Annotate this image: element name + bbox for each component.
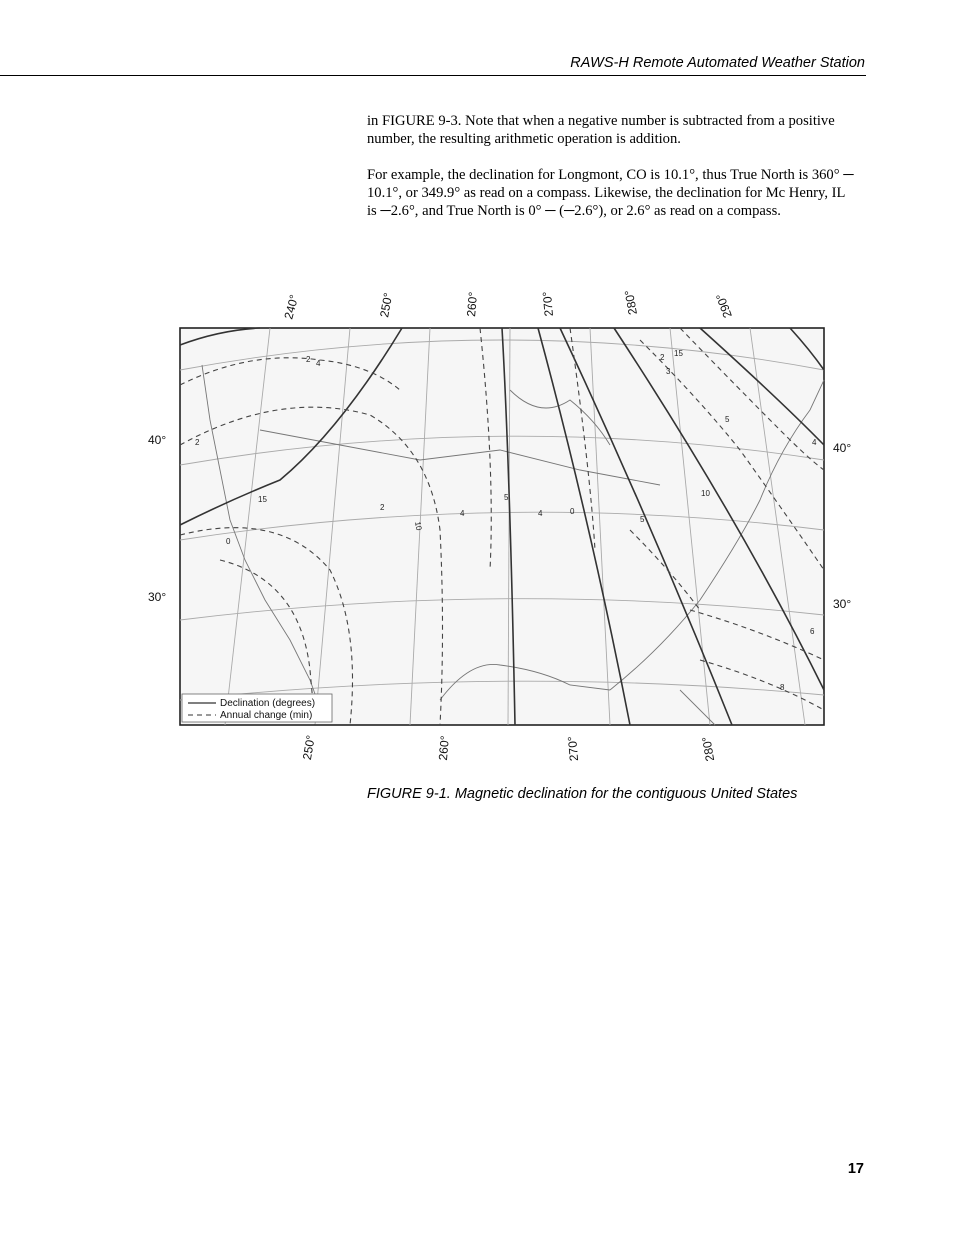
paragraph-declination-example: For example, the declination for Longmont, CO is 10.1°, thus True North is 360° ─ 10.1°, or 349.9° as read on a compass. Likewise, the declination for Mc Henry, IL is ─2.6°, and True North is 0° ─ (─2.6°), or 2.6° as read on a compass.: [367, 167, 854, 219]
longitude-label: 280°: [621, 289, 640, 316]
contour-label: 15: [674, 349, 683, 358]
contour-label: 5: [725, 415, 730, 424]
longitude-label: 260°: [464, 291, 481, 318]
longitude-label: 280°: [699, 735, 718, 763]
longitude-label: 250°: [299, 734, 318, 761]
contour-label: 8: [780, 683, 785, 692]
latitude-label-left: 30°: [148, 590, 167, 604]
declination-map-figure: [140, 270, 860, 770]
page-number: 17: [847, 1161, 864, 1177]
contour-label: 4: [316, 359, 321, 368]
longitude-label: 260°: [435, 735, 452, 761]
contour-label: 2: [660, 353, 665, 362]
contour-label: 4: [460, 509, 465, 518]
contour-label: 0: [226, 537, 231, 546]
latitude-label-right: 30°: [833, 597, 852, 611]
longitude-label: 270°: [565, 735, 582, 762]
figure-caption: FIGURE 9-1. Magnetic declination for the contiguous United States: [367, 786, 798, 802]
contour-label: 6: [810, 627, 815, 636]
contour-label: 4: [812, 438, 817, 447]
longitude-label: 250°: [377, 291, 396, 319]
map-legend: [182, 694, 332, 722]
contour-label: 2: [195, 438, 200, 447]
latitude-label-right: 40°: [833, 441, 852, 455]
longitude-label: 290°: [713, 291, 735, 320]
contour-label: 10: [413, 520, 424, 532]
contour-label: 15: [258, 495, 267, 504]
declination-map: [140, 270, 860, 770]
longitude-labels-bottom: [300, 734, 717, 762]
contour-label: 2: [306, 355, 311, 364]
contour-label: 5: [640, 515, 645, 524]
longitude-label: 240°: [281, 293, 302, 321]
contour-label: 4: [538, 509, 543, 518]
longitude-labels-top: [281, 289, 734, 321]
running-header-title: RAWS-H Remote Automated Weather Station: [570, 55, 865, 71]
latitude-label-left: 40°: [148, 433, 167, 447]
contour-label: 3: [666, 367, 671, 376]
header-rule: [0, 75, 866, 76]
contour-label: 5: [504, 493, 509, 502]
legend-declination: Declination (degrees): [220, 698, 316, 709]
legend-annual-change: Annual change (min): [220, 710, 313, 721]
paragraph-subtraction-note: in FIGURE 9-3. Note that when a negative number is subtracted from a positive number, the resulting arithmetic operation is addition.: [367, 113, 835, 147]
contour-label: 2: [380, 503, 385, 512]
contour-label: 10: [701, 489, 710, 498]
contour-label: 0: [570, 507, 575, 516]
longitude-label: 270°: [539, 291, 556, 317]
